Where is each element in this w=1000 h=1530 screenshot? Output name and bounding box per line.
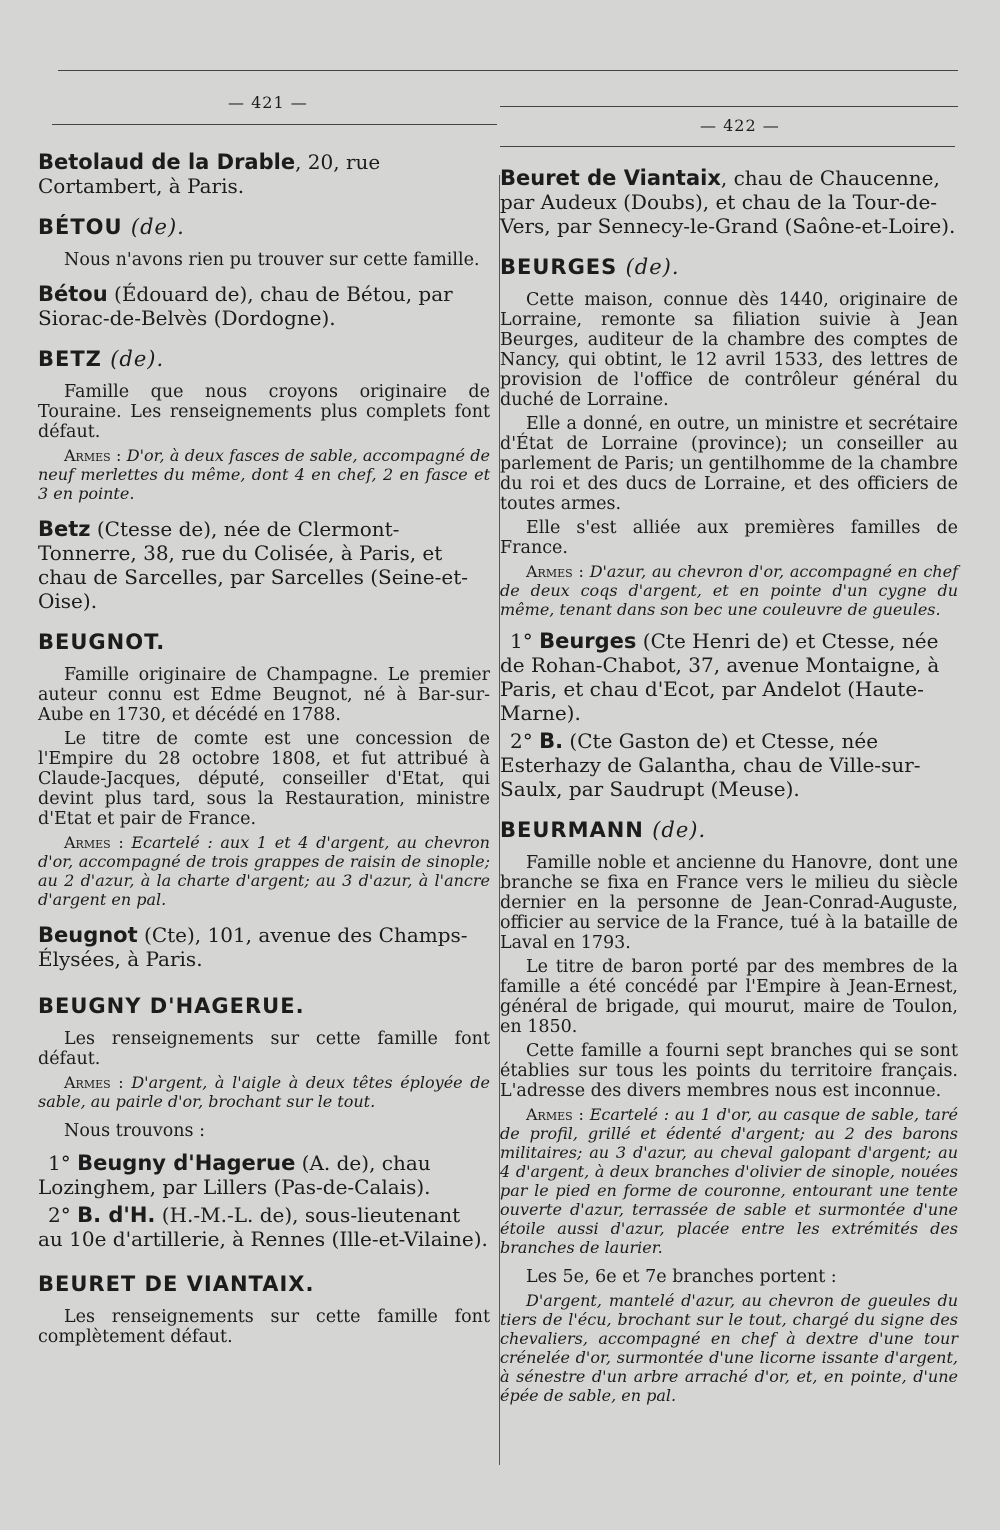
entry-text: (Cte), 101, avenue des Champs-Élysées, à Paris.	[38, 923, 468, 971]
header-rule-right	[500, 146, 955, 147]
heading-beurges	[500, 254, 958, 280]
arms-text: D'or, à deux fasces de sable, accompagné de neuf merlettes du même, dont 4 en chef, 2 en fasce et 3 en pointe.	[38, 446, 490, 503]
entry-number: 1°	[510, 629, 533, 653]
arms-paragraph	[38, 446, 490, 503]
heading-beuret	[38, 1271, 490, 1297]
heading-beugny	[38, 993, 490, 1019]
right-column	[500, 166, 958, 1415]
arms-label: Armes :	[64, 833, 124, 852]
heading-name: BÉTOU	[38, 215, 123, 239]
entry-text: , 20, rue Cortambert, à Paris.	[38, 150, 381, 198]
entry-betz-ctesse	[38, 517, 490, 613]
entry-name: Bétou	[38, 282, 108, 306]
heading-name: BEURMANN	[500, 818, 644, 842]
arms-label: Armes :	[526, 1105, 584, 1124]
heading-particle: (de).	[625, 255, 680, 279]
entry-number: 1°	[48, 1151, 71, 1175]
entry-name: B.	[539, 729, 564, 753]
entry-name: Beugnot	[38, 923, 138, 947]
entry-beugnot-cte	[38, 923, 490, 971]
arms-label: Armes :	[526, 562, 584, 581]
arms-text: Ecartelé : aux 1 et 4 d'argent, au chevron d'or, accompagné de trois grappes de raisin de sinople; au 2 d'azur, à la charte d'argent; au 3 d'azur, à l'ancre d'argent en pal.	[38, 833, 490, 909]
entry-text: (Cte Henri de) et Ctesse, née de Rohan-Chabot, 37, avenue Montaigne, à Paris, et chau d'Ecot, par Andelot (Haute-Marne).	[500, 629, 940, 725]
entry-text: , chau de Chaucenne, par Audeux (Doubs), et chau de la Tour-de-Vers, par Sennecy-le-Grand (Saône-et-Loire).	[500, 166, 956, 238]
arms-text: D'argent, à l'aigle à deux têtes éployée de sable, au pairle d'or, brochant sur le tout.	[38, 1073, 490, 1111]
entry-text: (H.-M.-L. de), sous-lieutenant au 10e d'artillerie, à Rennes (Ille-et-Vilaine).	[38, 1203, 488, 1251]
arms-text: D'argent, mantelé d'azur, au chevron de gueules du tiers de l'écu, brochant sur le tout, chargé du signe des chevaliers, accompagné en chef à dextre d'une tour crénelée d'or, surmontée d'une licorne issante d'argent, à sénestre d'un arbre arraché d'or, et, en pointe, d'une épée de sable, en pal.	[500, 1291, 958, 1405]
entry-beuret-viantaix	[500, 166, 958, 238]
entry-name: Beurges	[539, 629, 637, 653]
arms-label: Armes :	[64, 446, 122, 465]
paragraph: Le titre de baron porté par des membres de la famille a été concédé par l'Empire à Jean-Ernest, général de brigade, qui mourut, maire de Toulon, en 1850.	[500, 957, 958, 1037]
entry-text: (Cte Gaston de) et Ctesse, née Esterhazy de Galantha, chau de Ville-sur-Saulx, par Saudrupt (Meuse).	[500, 729, 921, 801]
paragraph: Nous n'avons rien pu trouver sur cette famille.	[64, 250, 480, 270]
arms-paragraph	[38, 833, 490, 909]
paragraph: Les renseignements sur cette famille font défaut.	[38, 1029, 490, 1069]
entry-betou-edouard	[38, 282, 490, 330]
entry-betolaud	[38, 150, 490, 198]
heading-name: BEUGNOT.	[38, 630, 166, 654]
arms-paragraph	[500, 562, 958, 619]
paragraph: Les renseignements sur cette famille font complètement défaut.	[38, 1307, 490, 1347]
heading-name: BEURGES	[500, 255, 618, 279]
entry-beurges-1	[500, 629, 958, 725]
paragraph: Famille originaire de Champagne. Le premier auteur connu est Edme Beugnot, né à Bar-sur-Aube en 1730, et décédé en 1788.	[38, 665, 490, 725]
arms-paragraph	[38, 1073, 490, 1111]
arms-paragraph	[500, 1291, 958, 1405]
arms-text: Ecartelé : au 1 d'or, au casque de sable, taré de profil, grillé et édenté d'argent; au 2 des barons militaires; au 3 d'azur, au cheval galopant d'argent; au 4 d'argent, à deux branches d'olivier de sinople, nouées par le pied en forme de couronne, entourant une tente ouverte d'azur, terrassée de sable et surmontée d'une étoile aussi d'azur, placée entre les extrémités des branches de laurier.	[500, 1105, 958, 1257]
heading-name: BEURET DE VIANTAIX.	[38, 1272, 315, 1296]
entry-name: Beuret de Viantaix	[500, 166, 721, 190]
heading-particle: (de).	[110, 347, 165, 371]
entry-beugny-2	[38, 1203, 490, 1251]
heading-name: BEUGNY D'HAGERUE.	[38, 994, 305, 1018]
entry-text: (A. de), chau Lozinghem, par Lillers (Pas-de-Calais).	[38, 1151, 431, 1199]
paragraph: Le titre de comte est une concession de l'Empire du 28 octobre 1808, et fut attribué à Claude-Jacques, député, conseiller d'Etat, qui devint plus tard, sous la Restauration, ministre d'Etat et pair de France.	[38, 729, 490, 829]
entry-number: 2°	[48, 1203, 71, 1227]
paragraph: Famille noble et ancienne du Hanovre, dont une branche se fixa en France vers le milieu du siècle dernier en la personne de Jean-Conrad-Auguste, officier au service de la France, tué à la bataille de Laval en 1793.	[500, 853, 958, 953]
paragraph: Famille que nous croyons originaire de Touraine. Les renseignements plus complets font défaut.	[38, 382, 490, 442]
heading-particle: (de).	[652, 818, 707, 842]
paragraph: Nous trouvons :	[64, 1121, 205, 1141]
page-number-left: — 421 —	[228, 93, 308, 112]
entry-name: Beugny d'Hagerue	[77, 1151, 296, 1175]
top-rule-right	[500, 106, 958, 107]
page-number-right: — 422 —	[700, 116, 780, 135]
left-column	[38, 150, 490, 1351]
arms-label: Armes :	[64, 1073, 124, 1092]
arms-paragraph	[500, 1105, 958, 1257]
arms-text: D'azur, au chevron d'or, accompagné en chef de deux coqs d'argent, et en pointe d'un cygne du même, tenant dans son bec une couleuvre de gueules.	[500, 562, 958, 619]
header-rule-left	[52, 124, 497, 125]
entry-name: B. d'H.	[77, 1203, 156, 1227]
heading-betou	[38, 214, 490, 240]
heading-beugnot	[38, 629, 490, 655]
entry-name: Betolaud de la Drable	[38, 150, 296, 174]
paragraph: Cette maison, connue dès 1440, originaire de Lorraine, remonte sa filiation suivie à Jean Beurges, auditeur de la chambre des comptes de Nancy, qui obtint, le 12 avril 1533, des lettres de provision de l'office de contrôleur général du duché de Lorraine.	[500, 290, 958, 410]
heading-betz	[38, 346, 490, 372]
entry-beurges-2	[500, 729, 958, 801]
heading-name: BETZ	[38, 347, 102, 371]
paragraph: Elle a donné, en outre, un ministre et secrétaire d'État de Lorraine (province); un conseiller au parlement de Paris; un gentilhomme de la chambre du roi et des ducs de Lorraine, et des officiers de toutes armes.	[500, 414, 958, 514]
entry-number: 2°	[510, 729, 533, 753]
paragraph: Elle s'est alliée aux premières familles de France.	[500, 518, 958, 558]
paragraph: Les 5e, 6e et 7e branches portent :	[526, 1267, 837, 1287]
top-rule	[58, 70, 958, 71]
paragraph: Cette famille a fourni sept branches qui se sont établies sur tous les points du territoire français. L'adresse des divers membres nous est inconnue.	[500, 1041, 958, 1101]
entry-name: Betz	[38, 517, 91, 541]
entry-beugny-1	[38, 1151, 490, 1199]
heading-beurmann	[500, 817, 958, 843]
entry-text: (Édouard de), chau de Bétou, par Siorac-de-Belvès (Dordogne).	[38, 282, 453, 330]
entry-text: (Ctesse de), née de Clermont-Tonnerre, 38, rue du Colisée, à Paris, et chau de Sarcelles, par Sarcelles (Seine-et-Oise).	[38, 517, 469, 613]
heading-particle: (de).	[130, 215, 185, 239]
